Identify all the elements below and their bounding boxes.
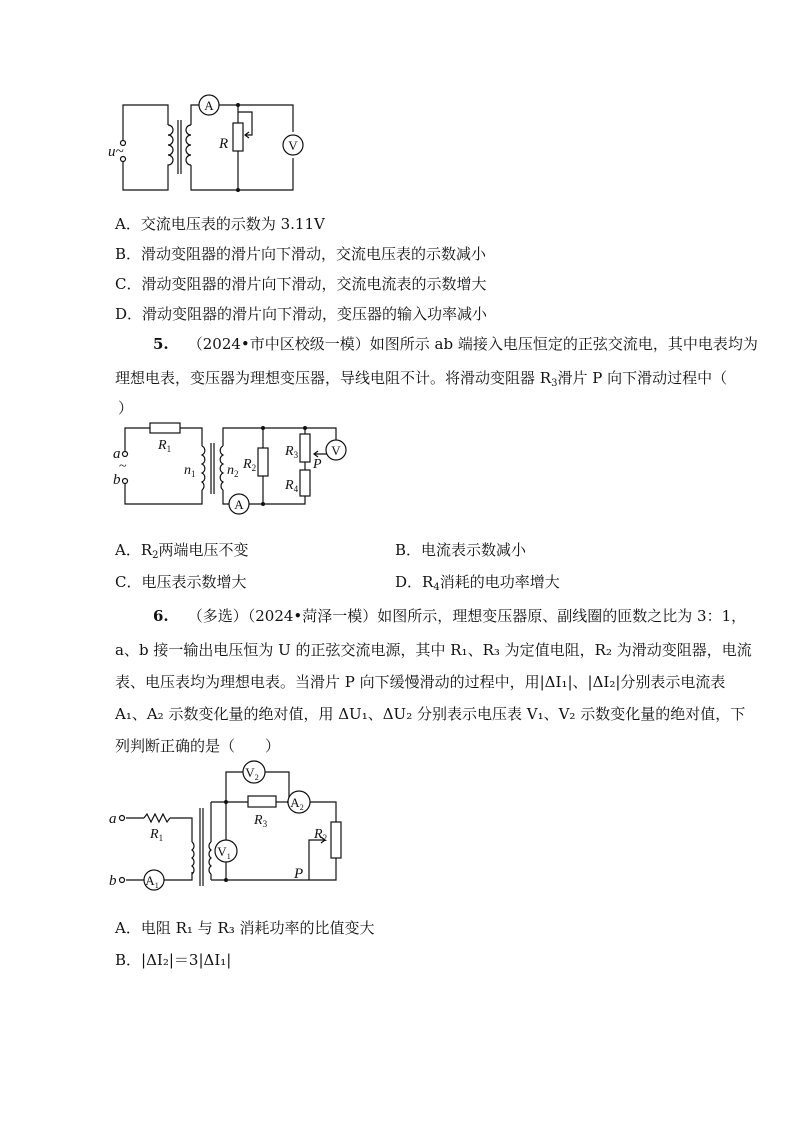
q6-circuit-diagram: [108, 758, 358, 900]
q5-stem-tail: 滑片 P 向下滑动过程中（: [557, 369, 728, 387]
q6-r2-label: $R_2$: [314, 827, 328, 843]
q6-option-a: A．电阻 R₁ 与 R₃ 消耗功率的比值变大: [115, 919, 375, 937]
svg-text:A2: $A_2$: [290, 795, 304, 812]
q5-stem-text2: 理想电表，变压器为理想变压器，导线电阻不计。将滑动变阻器 R: [115, 369, 552, 387]
q5-voltmeter-label: V: [331, 443, 341, 458]
q5-stem-text1: （2024•市中区校级一模）如图所示 ab 端接入电压恒定的正弦交流电，其中电表均为: [187, 335, 758, 353]
q5-circuit-diagram: [110, 418, 360, 522]
q6-stem-text1: （多选）（2024•菏泽一模）如图所示，理想变压器原、副线圈的匝数之比为 3：1，: [187, 607, 747, 625]
q5-ammeter-icon: [229, 494, 249, 514]
ammeter-label: A: [204, 98, 214, 113]
q5-n2-label: $n_2$: [227, 463, 239, 479]
q6-terminal-a: a: [109, 811, 117, 827]
q4-circuit-diagram: [108, 90, 308, 202]
q5-option-b: B．电流表示数减小: [395, 541, 527, 559]
q5-r2-label: $R_2$: [243, 457, 257, 473]
q5-r4-label: $R_4$: [285, 478, 299, 494]
q5-stem-line3: ）: [118, 399, 134, 417]
q5-voltmeter-icon: [326, 440, 346, 460]
q6-ammeter-a1-icon: [144, 870, 164, 890]
q4-option-d: D．滑动变阻器的滑片向下滑动，变压器的输入功率减小: [115, 305, 488, 323]
ammeter-icon: [199, 95, 219, 115]
q6-number: 6.: [153, 607, 169, 625]
q6-stem-line3: 表、电压表均为理想电表。当滑片 P 向下缓慢滑动的过程中，用|ΔI₁|、|ΔI₂|分别表示电流表: [115, 673, 726, 691]
q6-r1-label: $R_1$: [150, 827, 164, 843]
q5-option-d: D．$R_4$消耗的电功率增大: [395, 573, 560, 593]
q5-option-c: C．电压表示数增大: [115, 573, 247, 591]
q6-voltmeter-v2-icon: [243, 761, 265, 783]
q5-n1-label: $n_1$: [184, 463, 196, 479]
q6-stem-line4: A₁、A₂ 示数变化量的绝对值，用 ΔU₁、ΔU₂ 分别表示电压表 V₁、V₂ 示数变化量的绝对值，下: [115, 705, 746, 723]
q5-r1-label: $R_1$: [158, 438, 172, 454]
q6-voltmeter-v1-icon: [215, 840, 237, 862]
q5-number: 5.: [153, 335, 169, 353]
svg-text:V1: $V_1$: [217, 844, 231, 861]
q6-option-b: B．|ΔI₂|＝3|ΔI₁|: [115, 951, 232, 969]
q5-r3-label: $R_3$: [285, 444, 299, 460]
q6-stem-line5: 列判断正确的是（ ）: [115, 737, 281, 755]
q4-option-b: B．滑动变阻器的滑片向下滑动，交流电压表的示数减小: [115, 245, 487, 263]
q5-ammeter-label: A: [234, 497, 244, 512]
q5-terminal-a: a: [113, 446, 121, 462]
voltmeter-icon: [283, 135, 303, 155]
u-label: u~: [108, 144, 124, 160]
q5-slider-p: P: [313, 457, 322, 472]
q4-option-a: A．交流电压表的示数为 3.11V: [115, 215, 325, 233]
resistor-label: R: [219, 136, 229, 152]
voltmeter-label: V: [288, 138, 298, 153]
q6-ammeter-a2-icon: [288, 791, 310, 813]
q5-terminal-b: b: [113, 472, 121, 488]
q6-terminal-b: b: [109, 873, 117, 889]
q6-r3-label: $R_3$: [254, 813, 268, 829]
q5-stem-line1: [153, 334, 758, 354]
svg-text:A1: $A_1$: [145, 873, 159, 890]
svg-text:V2: $V_2$: [245, 765, 259, 782]
q6-stem-line2: a、b 接一输出电压恒为 U 的正弦交流电源，其中 R₁、R₃ 为定值电阻，R₂ 为滑动变阻器，电流: [115, 641, 752, 659]
q5-option-a: A．$R_2$两端电压不变: [115, 541, 249, 561]
q4-option-c: C．滑动变阻器的滑片向下滑动，交流电流表的示数增大: [115, 275, 487, 293]
q6-stem-line1: [153, 606, 746, 626]
q5-stem-sub: 3: [551, 378, 558, 389]
q5-ac-symbol: ~: [119, 459, 127, 474]
q5-stem-line2: [115, 368, 727, 388]
q6-slider-p: P: [294, 866, 304, 882]
